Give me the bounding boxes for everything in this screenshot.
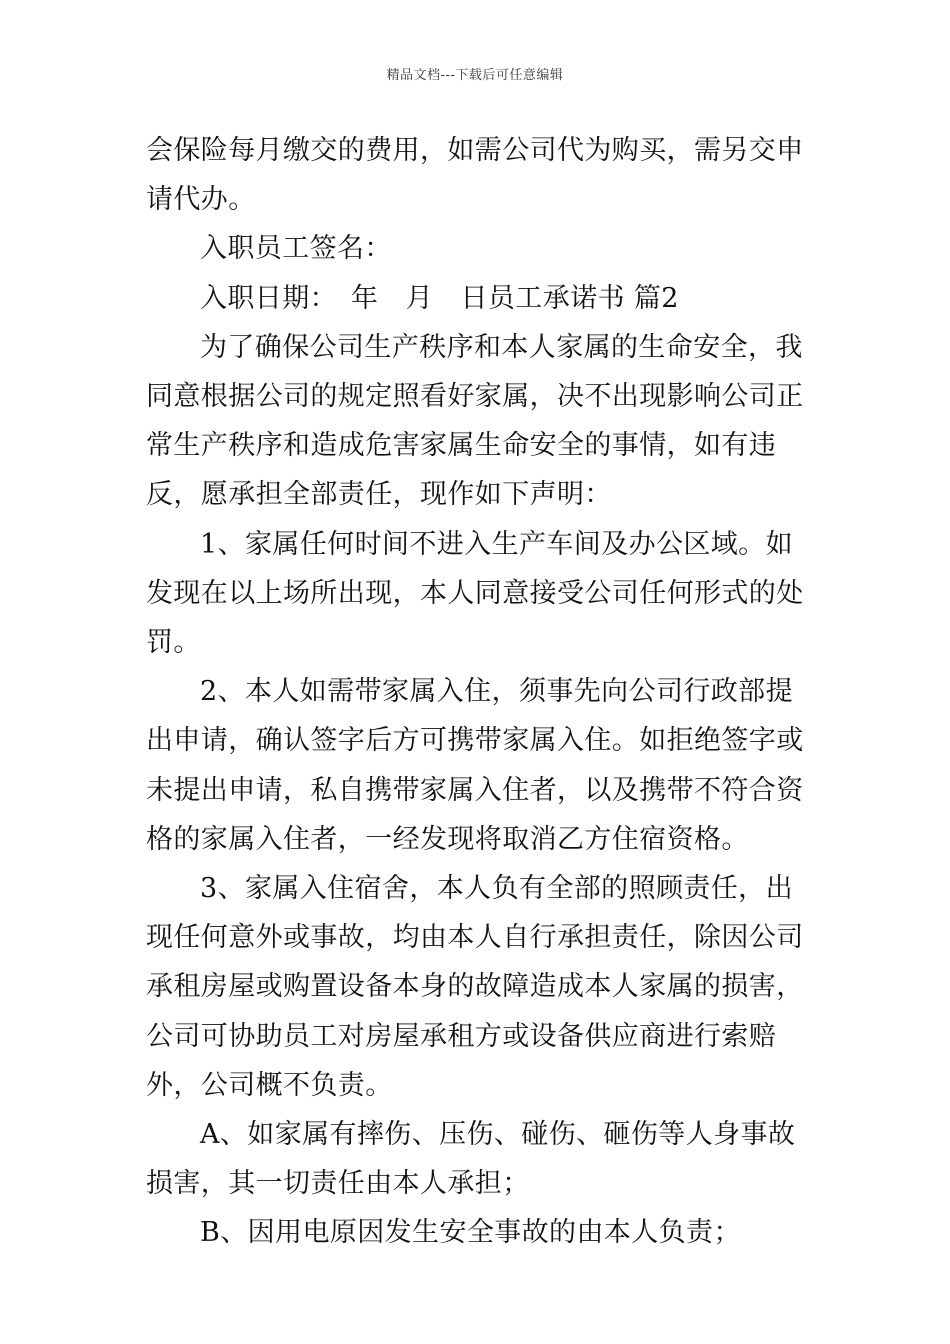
date-line: 入职日期： 年 月 日员工承诺书 篇2: [200, 282, 679, 314]
document-body: [146, 126, 811, 1258]
paragraph-continuation: 会保险每月缴交的费用，如需公司代为购买，需另交申请代办。: [146, 135, 804, 216]
paragraph-intro: 为了确保公司生产秩序和本人家属的生命安全，我同意根据公司的规定照看好家属，决不出现影响公司正常生产秩序和造成危害家属生命安全的事情，如有违反，愿承担全部责任，现作如下声明：: [146, 331, 804, 511]
signature-line: 入职员工签名：: [200, 233, 392, 265]
paragraph-item-b: B、因用电原因发生安全事故的由本人负责；: [200, 1217, 741, 1249]
paragraph-item-1: 1、家属任何时间不进入生产车间及办公区域。如发现在以上场所出现，本人同意接受公司任何形式的处罚。: [146, 528, 804, 659]
paragraph-item-a: A、如家属有摔伤、压伤、碰伤、砸伤等人身事故损害，其一切责任由本人承担；: [146, 1119, 796, 1200]
page-header: 精品文档---下载后可任意编辑: [386, 68, 564, 83]
paragraph-item-2: 2、本人如需带家属入住，须事先向公司行政部提出申请，确认签字后方可携带家属入住。如拒绝签字或未提出申请，私自携带家属入住者，以及携带不符合资格的家属入住者，一经发现将取消乙方住宿资格。: [146, 676, 804, 855]
paragraph-item-3: 3、家属入住宿舍，本人负有全部的照顾责任，出现任何意外或事故，均由本人自行承担责任，除因公司承租房屋或购置设备本身的故障造成本人家属的损害，公司可协助员工对房屋承租方或设备供应商进行索赔外，公司概不负责。: [146, 873, 804, 1101]
